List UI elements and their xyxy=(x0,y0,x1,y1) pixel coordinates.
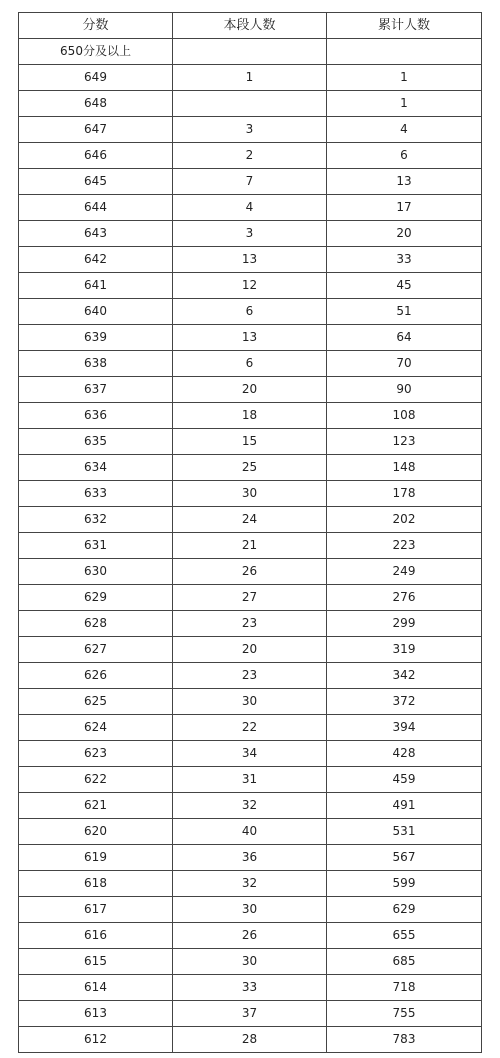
score-cell: 613 xyxy=(19,1001,173,1027)
table-row xyxy=(19,1027,482,1053)
table-row xyxy=(19,923,482,949)
segment-count-cell: 33 xyxy=(173,975,327,1001)
segment-count-cell xyxy=(173,39,327,65)
segment-count-cell: 21 xyxy=(173,533,327,559)
table-row xyxy=(19,611,482,637)
table-row xyxy=(19,871,482,897)
score-cell: 634 xyxy=(19,455,173,481)
segment-count-cell: 23 xyxy=(173,663,327,689)
segment-count-cell: 20 xyxy=(173,637,327,663)
cumulative-count-cell: 90 xyxy=(327,377,482,403)
table-row xyxy=(19,715,482,741)
cumulative-count-cell: 33 xyxy=(327,247,482,273)
table-row xyxy=(19,975,482,1001)
segment-count-cell: 30 xyxy=(173,949,327,975)
score-cell: 638 xyxy=(19,351,173,377)
cumulative-count-cell: 342 xyxy=(327,663,482,689)
score-cell: 646 xyxy=(19,143,173,169)
segment-count-cell: 28 xyxy=(173,1027,327,1053)
segment-count-cell: 32 xyxy=(173,871,327,897)
score-cell: 620 xyxy=(19,819,173,845)
segment-count-cell: 27 xyxy=(173,585,327,611)
segment-count-cell: 7 xyxy=(173,169,327,195)
table-row xyxy=(19,585,482,611)
score-cell: 621 xyxy=(19,793,173,819)
segment-count-cell: 32 xyxy=(173,793,327,819)
segment-count-cell: 30 xyxy=(173,481,327,507)
score-cell: 647 xyxy=(19,117,173,143)
table-row xyxy=(19,351,482,377)
header-score: 分数 xyxy=(19,13,173,39)
table-row xyxy=(19,481,482,507)
score-cell: 630 xyxy=(19,559,173,585)
cumulative-count-cell: 17 xyxy=(327,195,482,221)
score-cell: 632 xyxy=(19,507,173,533)
segment-count-cell: 37 xyxy=(173,1001,327,1027)
segment-count-cell: 25 xyxy=(173,455,327,481)
segment-count-cell: 15 xyxy=(173,429,327,455)
table-row xyxy=(19,845,482,871)
header-cumulative-count: 累计人数 xyxy=(327,13,482,39)
segment-count-cell: 13 xyxy=(173,325,327,351)
segment-count-cell: 26 xyxy=(173,559,327,585)
cumulative-count-cell: 567 xyxy=(327,845,482,871)
score-cell: 616 xyxy=(19,923,173,949)
cumulative-count-cell: 6 xyxy=(327,143,482,169)
cumulative-count-cell: 276 xyxy=(327,585,482,611)
table-row xyxy=(19,39,482,65)
table-row xyxy=(19,689,482,715)
segment-count-cell: 4 xyxy=(173,195,327,221)
table-row xyxy=(19,559,482,585)
segment-count-cell: 22 xyxy=(173,715,327,741)
cumulative-count-cell: 299 xyxy=(327,611,482,637)
table-row xyxy=(19,143,482,169)
segment-count-cell: 30 xyxy=(173,897,327,923)
table-row xyxy=(19,767,482,793)
segment-count-cell: 13 xyxy=(173,247,327,273)
table-row xyxy=(19,741,482,767)
segment-count-cell: 30 xyxy=(173,689,327,715)
score-cell: 644 xyxy=(19,195,173,221)
cumulative-count-cell: 1 xyxy=(327,65,482,91)
segment-count-cell: 3 xyxy=(173,117,327,143)
segment-count-cell: 1 xyxy=(173,65,327,91)
score-distribution-table xyxy=(18,12,482,1053)
table-row xyxy=(19,949,482,975)
cumulative-count-cell: 491 xyxy=(327,793,482,819)
cumulative-count-cell: 685 xyxy=(327,949,482,975)
table-row xyxy=(19,91,482,117)
segment-count-cell: 24 xyxy=(173,507,327,533)
score-distribution-table-wrapper xyxy=(18,12,481,1053)
score-cell: 631 xyxy=(19,533,173,559)
table-row xyxy=(19,377,482,403)
segment-count-cell: 31 xyxy=(173,767,327,793)
table-row xyxy=(19,897,482,923)
score-cell: 648 xyxy=(19,91,173,117)
segment-count-cell: 6 xyxy=(173,299,327,325)
cumulative-count-cell: 459 xyxy=(327,767,482,793)
cumulative-count-cell: 319 xyxy=(327,637,482,663)
score-cell: 628 xyxy=(19,611,173,637)
table-header-row xyxy=(19,13,482,39)
score-cell: 627 xyxy=(19,637,173,663)
cumulative-count-cell: 531 xyxy=(327,819,482,845)
score-cell: 635 xyxy=(19,429,173,455)
score-cell: 629 xyxy=(19,585,173,611)
segment-count-cell: 20 xyxy=(173,377,327,403)
table-row xyxy=(19,273,482,299)
score-cell: 622 xyxy=(19,767,173,793)
table-row xyxy=(19,221,482,247)
segment-count-cell: 3 xyxy=(173,221,327,247)
score-cell: 625 xyxy=(19,689,173,715)
cumulative-count-cell: 45 xyxy=(327,273,482,299)
table-row xyxy=(19,455,482,481)
segment-count-cell: 23 xyxy=(173,611,327,637)
table-row xyxy=(19,507,482,533)
cumulative-count-cell: 655 xyxy=(327,923,482,949)
segment-count-cell: 36 xyxy=(173,845,327,871)
header-segment-count: 本段人数 xyxy=(173,13,327,39)
score-cell: 649 xyxy=(19,65,173,91)
score-cell: 626 xyxy=(19,663,173,689)
cumulative-count-cell: 599 xyxy=(327,871,482,897)
table-row xyxy=(19,663,482,689)
score-cell: 615 xyxy=(19,949,173,975)
segment-count-cell: 26 xyxy=(173,923,327,949)
score-cell: 614 xyxy=(19,975,173,1001)
cumulative-count-cell: 70 xyxy=(327,351,482,377)
table-row xyxy=(19,117,482,143)
table-row xyxy=(19,533,482,559)
score-cell: 643 xyxy=(19,221,173,247)
score-cell: 612 xyxy=(19,1027,173,1053)
table-row xyxy=(19,819,482,845)
cumulative-count-cell: 1 xyxy=(327,91,482,117)
table-row xyxy=(19,793,482,819)
table-row xyxy=(19,299,482,325)
segment-count-cell: 40 xyxy=(173,819,327,845)
table-row xyxy=(19,247,482,273)
table-row xyxy=(19,169,482,195)
score-cell: 641 xyxy=(19,273,173,299)
score-cell: 619 xyxy=(19,845,173,871)
segment-count-cell: 12 xyxy=(173,273,327,299)
score-cell: 642 xyxy=(19,247,173,273)
table-row xyxy=(19,637,482,663)
score-cell: 633 xyxy=(19,481,173,507)
segment-count-cell: 34 xyxy=(173,741,327,767)
table-body xyxy=(19,39,482,1053)
cumulative-count-cell: 51 xyxy=(327,299,482,325)
cumulative-count-cell: 394 xyxy=(327,715,482,741)
cumulative-count-cell: 123 xyxy=(327,429,482,455)
cumulative-count-cell: 202 xyxy=(327,507,482,533)
table-row xyxy=(19,403,482,429)
cumulative-count-cell: 178 xyxy=(327,481,482,507)
cumulative-count-cell: 148 xyxy=(327,455,482,481)
cumulative-count-cell: 64 xyxy=(327,325,482,351)
segment-count-cell xyxy=(173,91,327,117)
cumulative-count-cell: 13 xyxy=(327,169,482,195)
cumulative-count-cell: 718 xyxy=(327,975,482,1001)
score-cell: 618 xyxy=(19,871,173,897)
cumulative-count-cell: 372 xyxy=(327,689,482,715)
score-cell: 645 xyxy=(19,169,173,195)
segment-count-cell: 6 xyxy=(173,351,327,377)
cumulative-count-cell: 755 xyxy=(327,1001,482,1027)
cumulative-count-cell: 223 xyxy=(327,533,482,559)
cumulative-count-cell: 108 xyxy=(327,403,482,429)
segment-count-cell: 18 xyxy=(173,403,327,429)
score-cell: 636 xyxy=(19,403,173,429)
cumulative-count-cell: 428 xyxy=(327,741,482,767)
table-row xyxy=(19,1001,482,1027)
score-cell: 639 xyxy=(19,325,173,351)
score-cell: 637 xyxy=(19,377,173,403)
cumulative-count-cell: 783 xyxy=(327,1027,482,1053)
cumulative-count-cell: 20 xyxy=(327,221,482,247)
table-row xyxy=(19,65,482,91)
score-cell: 623 xyxy=(19,741,173,767)
table-row xyxy=(19,325,482,351)
table-row xyxy=(19,429,482,455)
cumulative-count-cell: 4 xyxy=(327,117,482,143)
score-cell: 617 xyxy=(19,897,173,923)
cumulative-count-cell: 249 xyxy=(327,559,482,585)
score-cell: 624 xyxy=(19,715,173,741)
segment-count-cell: 2 xyxy=(173,143,327,169)
cumulative-count-cell xyxy=(327,39,482,65)
table-row xyxy=(19,195,482,221)
cumulative-count-cell: 629 xyxy=(327,897,482,923)
score-cell: 640 xyxy=(19,299,173,325)
score-cell: 650分及以上 xyxy=(19,39,173,65)
